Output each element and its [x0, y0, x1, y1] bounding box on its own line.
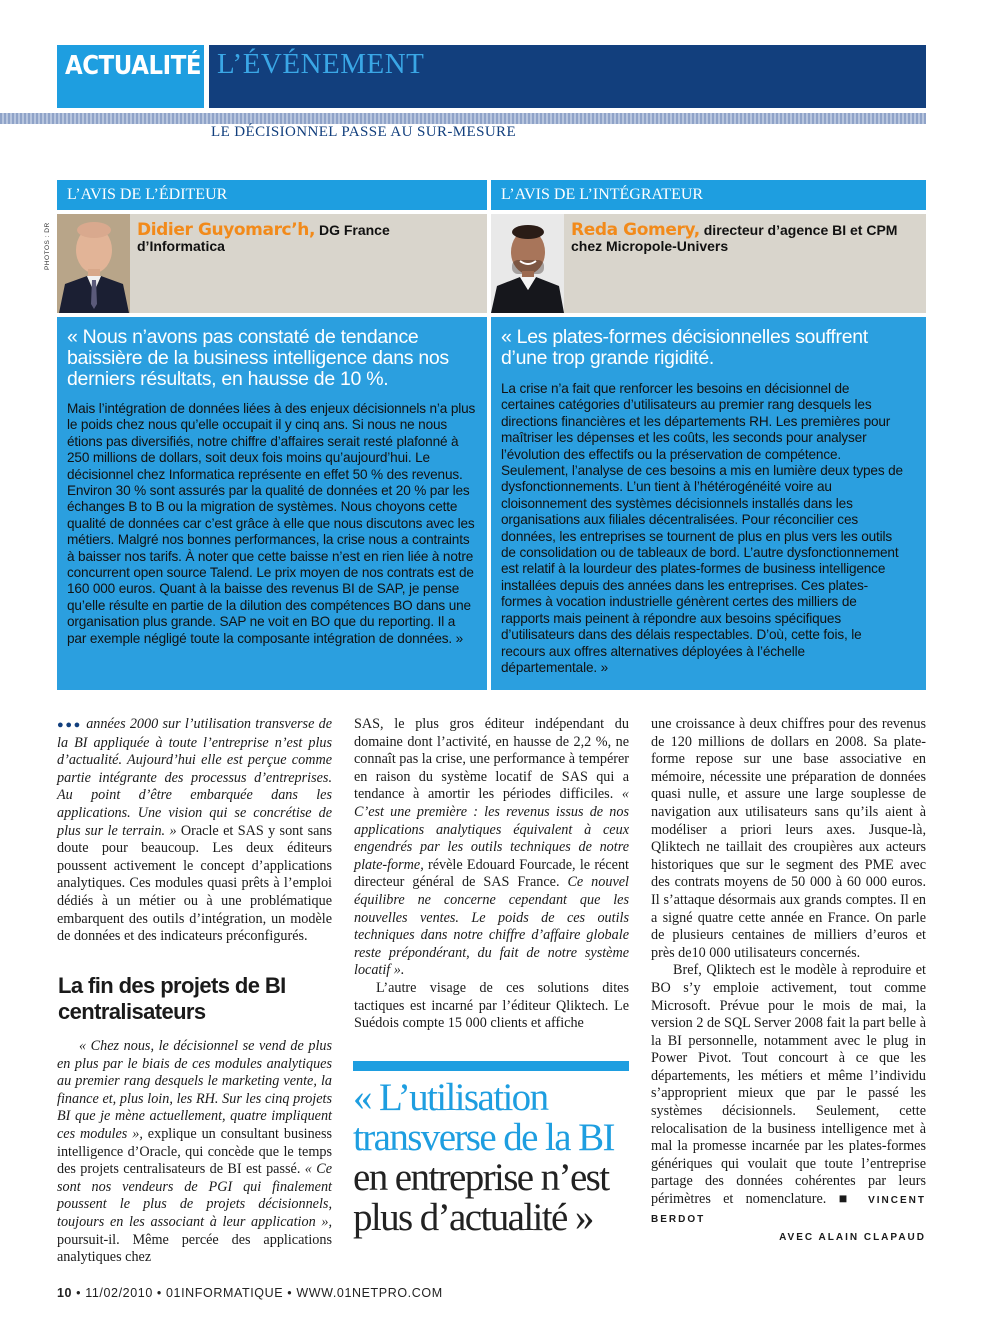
folio-text: • 11/02/2010 • 01INFORMATIQUE • WWW.01NETPRO.COM	[72, 1286, 443, 1300]
integrator-text: La crise n’a fait que renforcer les besoins en décisionnel de certaines catégories d’utilisateurs au premier rang desquels les directions financières et les départements RH. Les premières pour maîtriser les dépenses et les coûts, les seconds pour analyser l’évolution des effectifs ou la préservation de compétence. Seulement, l’analyse de ces besoins a mis en lumière deux types de dysfonctionnements. L’un tient à l’hétérogénéité voire au cloisonnement des systèmes décisionnels installés dans les organisations aux filiales décentralisées. Pour réconcilier ces données, les entreprises se tournent de plus en plus vers les outils de consolidation ou de tableaux de bord. L’autre dysfonctionnement est relatif à la lourdeur des plates-formes de business intelligence installées depuis des années dans les entreprises. Ces plates-formes à vocation industrielle génèrent certes des milliers de rapports mais peinent à répondre aux besoins spécifiques d’utilisateurs dans des délais respectables. D’où, cette fois, le recours aux offres alternatives déployées à l’échelle départementale. »	[501, 381, 903, 675]
col1-italic: années 2000 sur l’utilisation transverse de la BI appliquée à toute l’entreprise n’est plus d’actualité. Aujourd’hui elle est perçue comme partie intégrante des processus d’entreprises. Au point d’être embarquée dans les applications. Une vision qui se concrétise de plus sur le terrain. »	[57, 716, 332, 839]
col2-roman: SAS, le plus gros éditeur indépendant du domaine dont l’activité, en hausse de 2,2 %, ne connaît pas la crise, une performance à tempérer en raison du système locatif de SAS qui a tendance à amortir les périodes difficiles.	[354, 716, 629, 803]
col2-italic: « C’est une première : les revenus issus de nos applications analytiques équivalent à ceux engendrés par les outils techniques de notre plate-forme,	[354, 786, 629, 873]
integrator-caption	[571, 222, 911, 254]
integrator-quote: « Les plates-formes décisionnelles souffrent d’une trop grande rigidité.	[501, 326, 868, 369]
col1-p2-italic2: « Ce sont nos vendeurs de PGI qui finalement poussent le plus de projets décisionnels, toujours en les associant à leur application »,	[57, 1161, 332, 1230]
integrator-opinion	[491, 317, 926, 690]
col3-p1: une croissance à deux chiffres pour des revenus de 120 millions de dollars en 2008. Sa plate-forme repose sur une base associative en mémoire, nécessite une préparation de données quasi nulle, et assure une large souplesse de navigation aux utilisateurs sans qu’ils aient à modéliser a priori leurs axes. Jusque-là, Qliktech ne taillait des croupières aux acteurs historiques que sur le segment des PME avec des contrats moyens de 50 000 à 60 000 euros. Il s’attaque désormais aux grands comptes. Il en a signé quatre cette année en France. On parle de plusieurs centaines de milliers d’euros et près de10 000 utilisateurs concernés.	[651, 716, 926, 961]
pullquote	[353, 1078, 643, 1238]
rubric-banner	[209, 45, 926, 108]
integrator-photo	[491, 214, 564, 313]
editor-text: Mais l’intégration de données liées à des enjeux décisionnels n’a plus le poids chez nous qu’elle occupait il y cinq ans. Si nous ne nous étions pas diversifiés, notre chiffre d’affaires serait resté plafonné à 250 millions de dollars, soit deux fois moins qu’aujourd’hui. Le décisionnel chez Informatica représente en effet 50 % des revenus. Environ 30 % sont assurés par la qualité de données et 20 % par les échanges B to B ou la migration de systèmes. Nous choyons cette qualité de données car c’est grâce à elle que nous discutons avec les métiers. Malgré nos bonnes performances, la crise nous a contraints à baisser nos tarifs. À noter que cette baisse n’est en rien liée à notre concurrent open source Talend. Le prix moyen de nos contrats est de 160 000 euros. Quant à la baisse des revenus BI de SAP, je pense qu’elle résulte en partie de la dilution des compétences BO dans une organisation plus grande. SAP ne voit en BO que du reporting. Il a par exemple négligé toute la composante intégration de données. »	[67, 401, 476, 646]
integrator-bar	[491, 180, 926, 210]
editor-caption	[137, 222, 417, 254]
folio	[57, 1286, 443, 1300]
subheading: La fin des projets de BI centralisateurs	[58, 973, 286, 1024]
col1-p2-roman: explique un consultant business intelligence d’Oracle, qui concède que le temps des projets centralisateurs de BI est passé.	[57, 1125, 332, 1178]
integrator-person	[491, 214, 926, 313]
col2-p2: L’autre visage de ces solutions dites tactiques est incarné par l’éditeur Qliktech. Le Suédois compte 15 000 clients et affiche	[354, 979, 629, 1032]
col2-roman2: révèle Edouard Fourcade, le récent directeur général de SAS France.	[354, 856, 629, 891]
kicker: LE DÉCISIONNEL PASSE AU SUR-MESURE	[211, 124, 517, 140]
editor-bar-label: L’AVIS DE L’ÉDITEUR	[67, 186, 228, 203]
signature-2: AVEC ALAIN CLAPAUD	[779, 1232, 926, 1244]
col1-roman: Oracle et SAS y sont sans doute pour beaucoup. Les deux éditeurs poussent activement le concept d’applications analytiques. Ces modules quasi prêts à l’emploi dédiés à un métier ou à une problématique embarquent des outils d’intégration, un modèle de données et des indicateurs préconfigurés.	[57, 822, 332, 945]
rubric-label: L’ÉVÉNEMENT	[217, 48, 425, 80]
column-2	[354, 716, 629, 1033]
pullquote-blue: « L’utilisation transverse de la BI	[353, 1076, 614, 1159]
header-stripe	[0, 113, 926, 124]
editor-name: Didier Guyomarc’h,	[137, 220, 316, 240]
integrator-name: Reda Gomery,	[571, 220, 700, 240]
end-mark: ■	[838, 1191, 856, 1208]
editor-bar	[57, 180, 487, 210]
section-label: ACTUALITÉ	[65, 51, 202, 81]
pullquote-dark: en entreprise n’est plus d’actualité »	[353, 1156, 609, 1239]
editor-photo	[57, 214, 130, 313]
photo-credit: PHOTOS : DR	[44, 222, 51, 270]
integrator-role: directeur d’agence BI et CPM chez Micropole-Univers	[571, 222, 898, 254]
editor-opinion	[57, 317, 487, 690]
editor-role: DG France d’Informatica	[137, 222, 390, 254]
column-1	[57, 716, 332, 946]
lead-dots: ●●●	[57, 719, 82, 731]
column-1-part2	[57, 1038, 332, 1267]
pullquote-rule	[353, 1061, 629, 1071]
editor-person	[57, 214, 487, 313]
section-tab	[57, 45, 204, 108]
col3-p2: Bref, Qliktech est le modèle à reproduire et BO s’y emploie activement, tout comme Microsoft. Prévue pour le mois de mai, la version 2 de SQL Server 2008 fait la part belle à la BI personnelle, notamment avec le plug in Power Pivot. Tout concourt à ce que les départements, les métiers et même l’individu s’approprient mieux que par le passé les systèmes décisionnels. Seulement, cette relocalisation de la business intelligence met à mal la promesse incarnée par les plates-formes génériques qui voulait que toute l’entreprise partage des données cohérentes par leurs périmètres et nomenclature.	[651, 962, 926, 1208]
signature-1: VINCENT BERDOT	[651, 1195, 927, 1225]
col1-p2-roman2: poursuit-il. Même percée des applications analytiques chez	[57, 1231, 332, 1266]
col2-italic2: Ce nouvel équilibre ne concerne cependant que les nouvelles ventes. Le poids de ces outils techniques dans notre chiffre d’affaire globale reste prépondérant, du fait de notre système locatif ».	[354, 874, 629, 979]
column-3	[651, 716, 926, 1247]
page-number: 10	[57, 1286, 73, 1300]
col1-p2-italic: « Chez nous, le décisionnel se vend de plus en plus par le biais de ces modules analytiques au premier rang desquels le marketing vente, la finance et, plus loin, les RH. Sur les cinq projets BI que je mène actuellement, quatre impliquent ces modules »,	[57, 1038, 332, 1142]
editor-quote: « Nous n’avons pas constaté de tendance baissière de la business intelligence dans nos derniers résultats, en hausse de 10 %.	[67, 326, 449, 390]
integrator-bar-label: L’AVIS DE L’INTÉGRATEUR	[501, 186, 704, 203]
